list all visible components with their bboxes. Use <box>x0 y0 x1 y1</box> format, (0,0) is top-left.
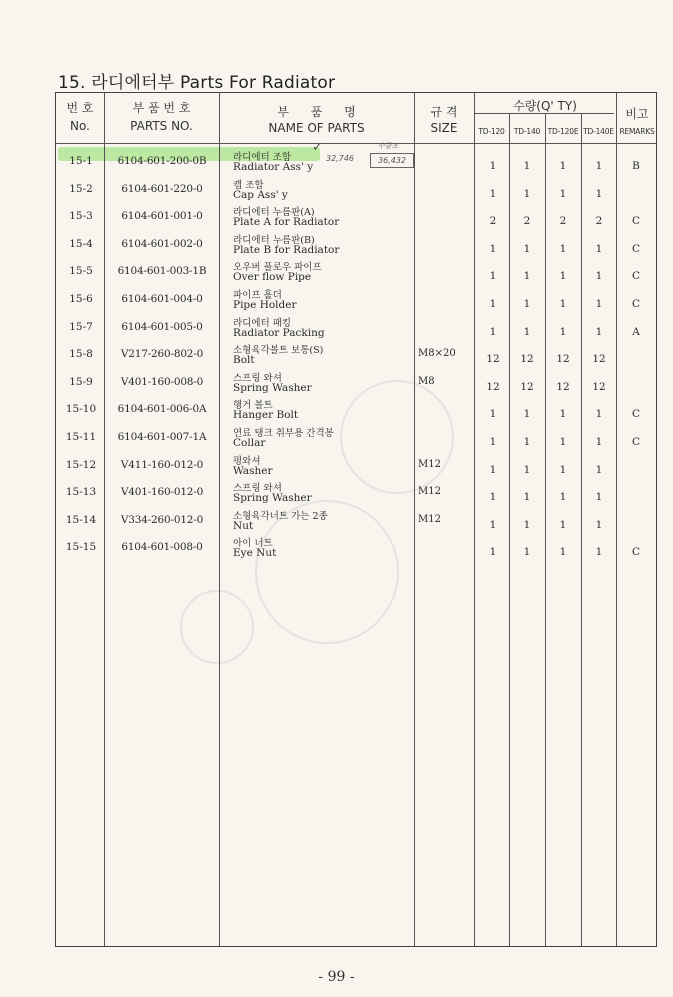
qty-td120e: 1 <box>559 325 567 338</box>
qty-td140e: 1 <box>595 242 603 255</box>
qty-td140e: 1 <box>595 463 603 476</box>
part-number: V411-160-012-0 <box>120 458 204 471</box>
row-number: 15-13 <box>65 486 97 499</box>
part-name-kr: 아이 너트 <box>233 538 273 550</box>
qty-td140: 1 <box>523 270 531 283</box>
part-name-en: Nut <box>233 519 254 532</box>
qty-td120e: 1 <box>559 298 567 310</box>
row-number: 15-15 <box>65 541 97 554</box>
qty-td140e: 1 <box>595 270 603 283</box>
part-name-en: Pipe Holder <box>233 299 297 311</box>
part-name-kr: 행거 볼트 <box>233 400 273 412</box>
part-name-en: Eye Nut <box>233 547 277 560</box>
part-name-kr: 라디에터 패킹 <box>233 317 292 329</box>
header-qty-td120: TD-120 <box>478 127 505 136</box>
qty-td120e: 1 <box>559 160 567 172</box>
part-number: 6104-601-005-0 <box>121 320 203 333</box>
part-name-en: Plate B for Radiator <box>233 243 340 256</box>
part-number: 6104-601-007-1A <box>117 431 207 443</box>
handwritten-note: 수금조 <box>378 142 399 150</box>
qty-td140e: 1 <box>595 491 603 504</box>
header-name-kr: 부 품 명 <box>277 105 356 119</box>
page-number: - 99 - <box>318 969 355 985</box>
table-row <box>56 371 658 399</box>
qty-td120: 1 <box>489 187 497 200</box>
handwritten-boxed-note: 36,432 <box>370 153 414 168</box>
header-parts-en: PARTS NO. <box>130 119 193 133</box>
qty-td120e: 1 <box>559 491 567 504</box>
part-name-en: Collar <box>233 437 266 449</box>
header-remarks-en: REMARKS <box>619 127 655 136</box>
header-name-en: NAME OF PARTS <box>268 121 365 135</box>
qty-td140e: 1 <box>595 325 603 338</box>
handwritten-note: 32,746 <box>326 154 354 163</box>
remarks: C <box>631 215 641 228</box>
qty-td120: 1 <box>489 242 497 255</box>
part-name-en: Radiator Packing <box>233 326 325 339</box>
part-name-kr: 라디에터 조합 <box>233 152 292 163</box>
qty-td120e: 1 <box>559 242 567 255</box>
row-number: 15-14 <box>65 513 97 526</box>
qty-td140: 1 <box>523 463 531 476</box>
remarks: C <box>631 270 641 283</box>
qty-td120: 1 <box>489 436 497 448</box>
remarks: C <box>631 242 641 255</box>
part-name-en: Plate A for Radiator <box>233 216 340 229</box>
qty-td120e: 1 <box>559 408 567 421</box>
qty-td140: 1 <box>523 242 531 255</box>
parts-table <box>55 92 657 947</box>
table-row <box>56 536 658 564</box>
part-number: V217-260-802-0 <box>120 348 204 361</box>
qty-td140: 1 <box>523 491 531 504</box>
part-number: 6104-601-004-0 <box>121 293 203 305</box>
qty-td140: 1 <box>523 436 531 448</box>
page-title: 15. 라디에터부 Parts For Radiator <box>58 73 336 93</box>
header-qty: 수량(Q' TY) <box>513 99 577 113</box>
qty-td120: 1 <box>489 518 497 531</box>
part-name-kr: 연료 탱크 취부용 간격봉 <box>233 428 334 439</box>
part-name-en: Bolt <box>233 354 255 367</box>
part-size: M12 <box>418 458 441 470</box>
qty-td120: 1 <box>489 408 497 421</box>
part-size: M8 <box>418 375 435 387</box>
qty-td120e: 1 <box>559 463 567 476</box>
qty-td120e: 1 <box>559 436 567 448</box>
qty-td140: 1 <box>523 408 531 421</box>
remarks: B <box>632 160 640 172</box>
header-remarks-kr: 비고 <box>625 107 649 121</box>
part-name-kr: 파이프 홀더 <box>233 290 282 301</box>
qty-td140: 12 <box>520 380 534 393</box>
remarks: C <box>631 298 641 310</box>
part-number: V401-160-012-0 <box>120 486 204 499</box>
qty-td120: 12 <box>486 353 500 366</box>
qty-td120e: 1 <box>559 518 567 531</box>
table-row <box>56 178 658 206</box>
qty-td140: 12 <box>520 353 534 366</box>
table-row <box>56 398 658 426</box>
part-name-kr: 소형육각볼트 보통(S) <box>233 345 324 357</box>
remarks: A <box>632 325 640 338</box>
qty-td140e: 1 <box>595 298 603 310</box>
part-number: V334-260-012-0 <box>120 513 204 526</box>
row-number: 15-6 <box>69 293 93 305</box>
qty-td140e: 1 <box>595 436 603 448</box>
table-row <box>56 343 658 371</box>
qty-td120: 1 <box>489 270 497 283</box>
part-name-kr: 캡 조합 <box>233 179 264 191</box>
part-name-en: Hanger Bolt <box>233 409 299 422</box>
qty-td120: 1 <box>489 546 497 559</box>
part-name-en: Radiator Ass' y <box>233 161 314 173</box>
row-number: 15-3 <box>69 210 93 223</box>
part-size: M12 <box>418 513 441 525</box>
row-number: 15-4 <box>69 237 93 250</box>
qty-td120e: 1 <box>559 546 567 559</box>
qty-td120: 12 <box>486 380 500 393</box>
table-row <box>56 233 658 261</box>
qty-td120e: 1 <box>559 270 567 283</box>
part-number: 6104-601-220-0 <box>121 182 203 195</box>
header-size-en: SIZE <box>430 121 458 135</box>
qty-td140e: 2 <box>595 215 603 228</box>
qty-td140: 1 <box>523 187 531 200</box>
part-number: 6104-601-200-0B <box>117 155 207 167</box>
qty-td120e: 2 <box>559 215 567 228</box>
part-name-en: Cap Ass' y <box>233 188 288 201</box>
part-name-kr: 소형육각너트 가는 2종 <box>233 510 328 522</box>
table-row <box>56 509 658 537</box>
table-row <box>56 454 658 482</box>
table-row <box>56 426 658 454</box>
qty-td140e: 12 <box>592 380 606 393</box>
header-qty-td140e: TD-140E <box>583 127 614 136</box>
remarks: C <box>631 408 641 421</box>
row-number: 15-1 <box>69 155 93 167</box>
row-number: 15-12 <box>65 458 97 471</box>
part-size: M12 <box>418 486 441 498</box>
qty-td120: 1 <box>489 298 497 310</box>
part-number: V401-160-008-0 <box>120 375 204 388</box>
header-no-en: No. <box>70 119 90 133</box>
qty-td140: 1 <box>523 298 531 310</box>
table-row <box>56 205 658 233</box>
header-size-kr: 규 격 <box>430 105 458 119</box>
part-size: M8×20 <box>418 348 456 360</box>
table-row <box>56 316 658 344</box>
qty-td120: 1 <box>489 463 497 476</box>
qty-td140: 2 <box>523 215 531 228</box>
part-name-kr: 스프링 와셔 <box>233 372 282 384</box>
part-name-kr: 라디에터 누름판(A) <box>233 207 315 219</box>
part-name-en: Washer <box>233 464 273 477</box>
part-name-en: Spring Washer <box>233 492 312 505</box>
part-name-kr: 라디에터 누름판(B) <box>233 234 315 246</box>
part-name-en: Spring Washer <box>233 381 312 394</box>
table-row <box>56 260 658 288</box>
qty-td120: 1 <box>489 491 497 504</box>
qty-td120e: 1 <box>559 187 567 200</box>
part-number: 6104-601-008-0 <box>121 541 203 554</box>
qty-td140: 1 <box>523 518 531 531</box>
qty-td140e: 1 <box>595 518 603 531</box>
table-row <box>56 481 658 509</box>
table-row <box>56 150 658 178</box>
header-parts-kr: 부 품 번 호 <box>132 101 191 115</box>
row-number: 15-9 <box>69 375 93 388</box>
part-number: 6104-601-002-0 <box>121 237 203 250</box>
qty-td140e: 1 <box>595 160 603 172</box>
part-number: 6104-601-003-1B <box>117 265 207 278</box>
header-no-kr: 번 호 <box>66 101 94 115</box>
remarks: C <box>631 436 641 448</box>
qty-td140e: 12 <box>592 353 606 366</box>
qty-td140: 1 <box>523 160 531 172</box>
part-name-kr: 스프링 와셔 <box>233 483 282 495</box>
part-number: 6104-601-006-0A <box>117 403 207 416</box>
row-number: 15-5 <box>69 265 93 278</box>
qty-td140e: 1 <box>595 546 603 559</box>
check-mark-icon: ✓ <box>312 140 323 155</box>
remarks: C <box>631 546 641 559</box>
table-row <box>56 288 658 316</box>
part-name-kr: 오우버 플로우 파이프 <box>233 262 322 274</box>
qty-td140: 1 <box>523 546 531 559</box>
qty-td140: 1 <box>523 325 531 338</box>
header-qty-td140: TD-140 <box>513 127 541 136</box>
part-number: 6104-601-001-0 <box>121 210 203 223</box>
part-name-kr: 평와셔 <box>233 455 261 467</box>
row-number: 15-2 <box>69 182 93 195</box>
part-name-en: Over flow Pipe <box>233 271 312 284</box>
qty-td140e: 1 <box>595 408 603 421</box>
qty-td120: 1 <box>489 160 497 172</box>
qty-td120: 1 <box>489 325 497 338</box>
row-number: 15-8 <box>69 348 93 361</box>
header-qty-td120e: TD-120E <box>547 127 579 136</box>
qty-td140e: 1 <box>595 187 603 200</box>
qty-td120e: 12 <box>556 353 570 366</box>
qty-td120e: 12 <box>556 380 570 393</box>
row-number: 15-11 <box>65 431 97 443</box>
row-number: 15-10 <box>65 403 97 416</box>
row-number: 15-7 <box>69 320 93 333</box>
qty-td120: 2 <box>489 215 497 228</box>
